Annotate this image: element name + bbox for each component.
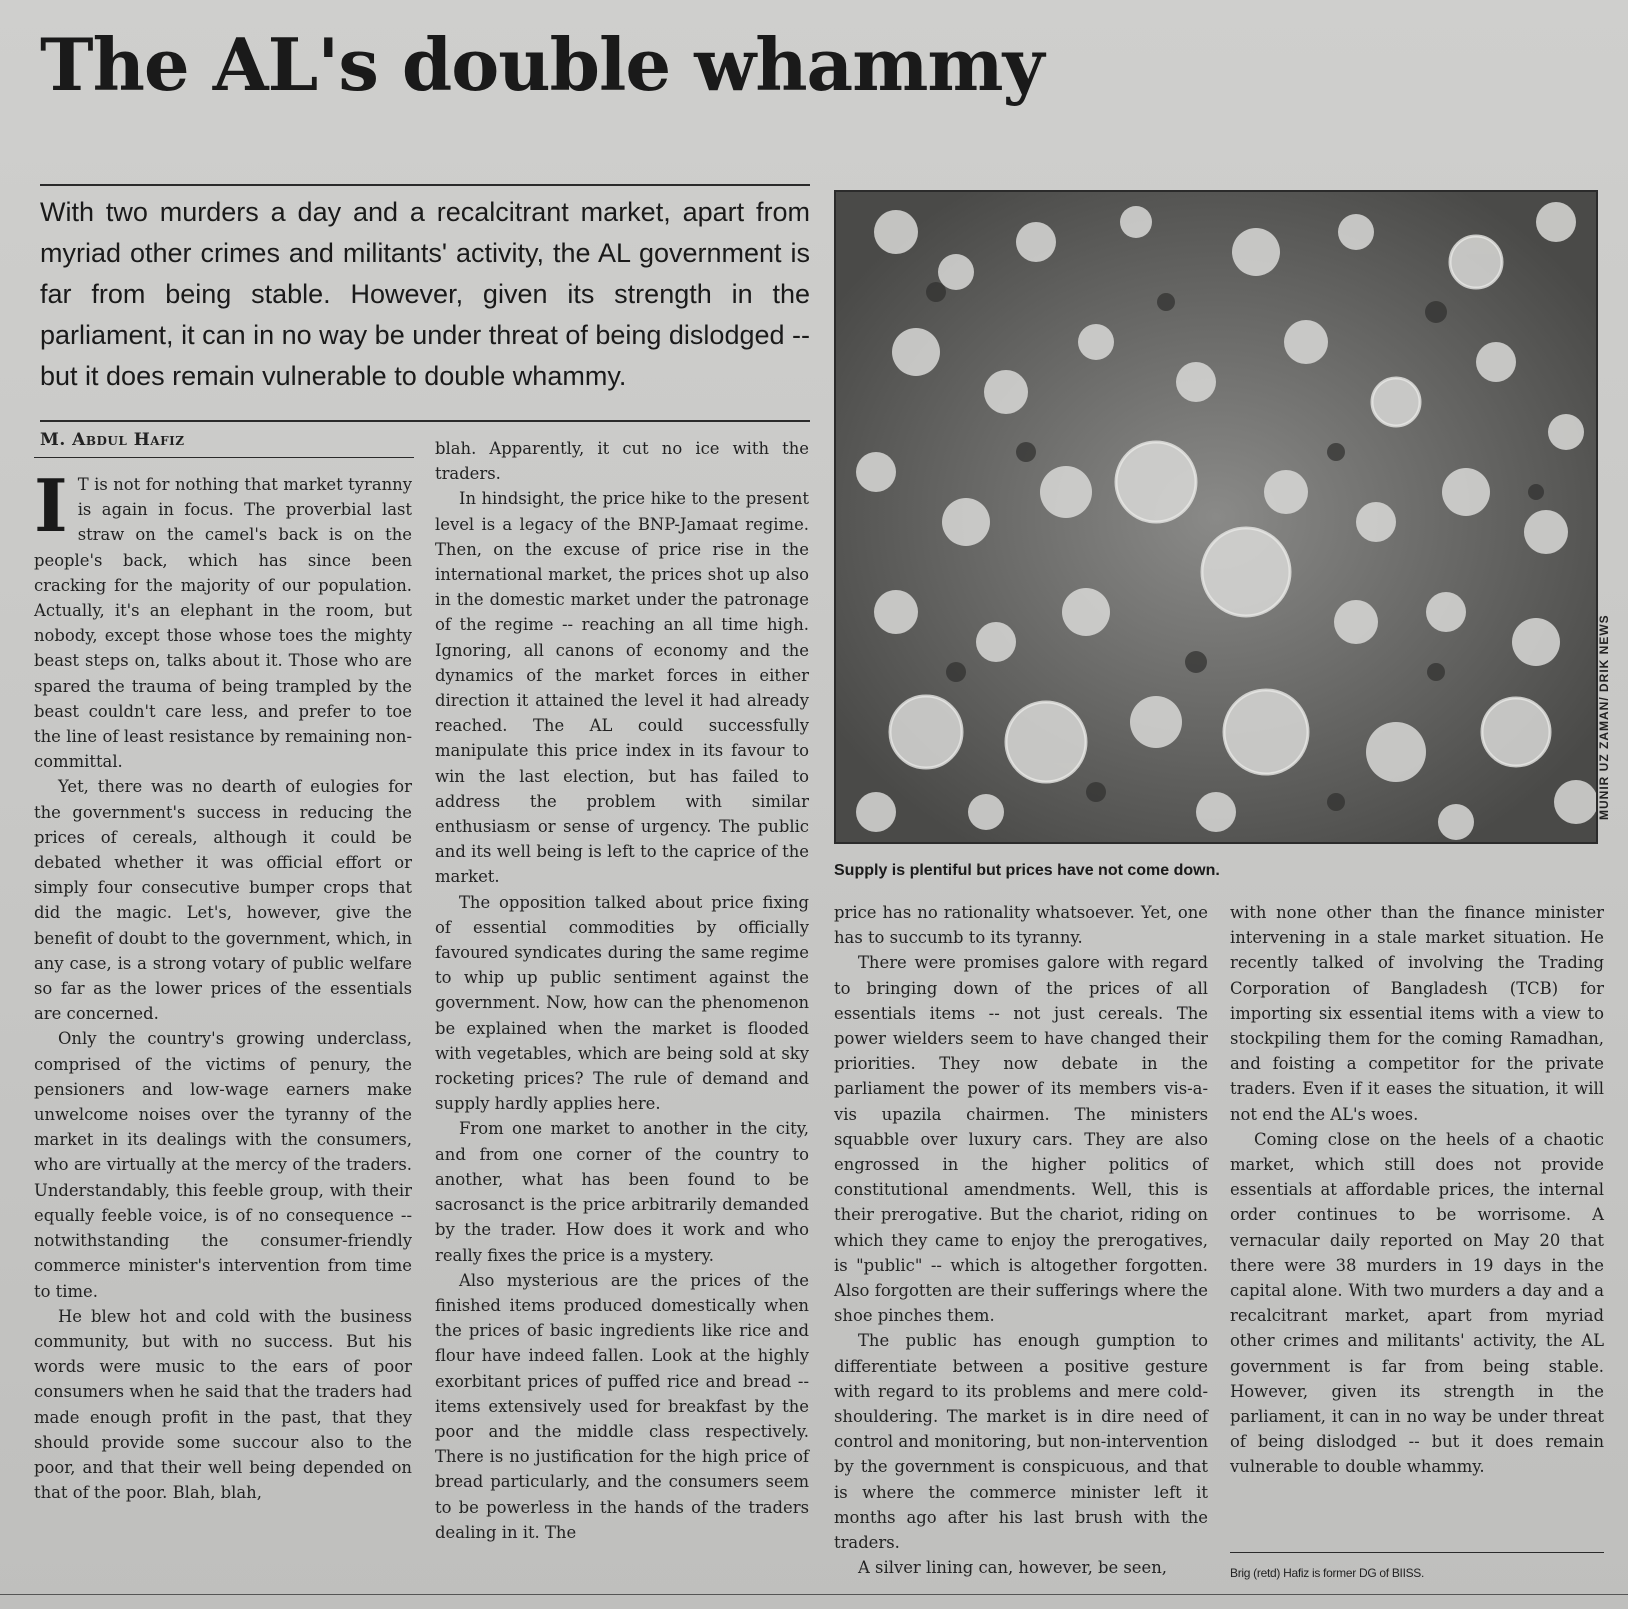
author-bio: Brig (retd) Hafiz is former DG of BIISS.: [1230, 1566, 1425, 1580]
drop-cap: I: [34, 463, 68, 548]
paragraph: Only the country's growing underclass, comprised of the victims of penury, the pensioners and low-wage earners make unwelcome noises over the tyranny of the market in its dealings with the consumers, who are virtually at the mercy of the traders. Understandably, this feeble group, with their equally feeble voice, is of no consequence -- notwithstanding the consumer-friendly commerce minister's intervention from time to time.: [34, 1029, 412, 1301]
market-photo: [834, 190, 1598, 844]
paragraph: A silver lining can, however, be seen,: [858, 1558, 1167, 1578]
article-column-2: [435, 436, 809, 1545]
deck-top-rule: [40, 184, 810, 186]
paragraph: Coming close on the heels of a chaotic market, which still does not provide essentials at affordable prices, the internal order continues to be worrisome. A vernacular daily reported on May 20 that there were 38 murders in 19 days in the capital alone. With two murders a day and a recalcitrant market, apart from myriad other crimes and militants' activity, the AL government is far from being stable. However, given its strength in the parliament, it can in no way be under threat of being dislodged -- but it does remain vulnerable to double whammy.: [1230, 1129, 1604, 1477]
paragraph: Yet, there was no dearth of eulogies for the government's success in reducing the prices of cereals, although it could be debated whether it was official effort or simply four consecutive bumper crops that did the magic. Let's, however, give the benefit of doubt to the government, which, in any case, is a strong votary of public welfare so far as the lower prices of the essentials are concerned.: [34, 777, 412, 1024]
bio-rule: [1230, 1552, 1604, 1553]
paragraph: In hindsight, the price hike to the present level is a legacy of the BNP-Jamaat regime. Then, on the excuse of price rise in the international market, the prices shot up also in the domestic market under the patronage of the regime -- reaching an all time high. Ignoring, all canons of economy and the dynamics of the market forces in either direction it attained the level it had already reached. The AL could successfully manipulate this price index in its favour to win the last election, but has failed to address the problem with similar enthusiasm or sense of urgency. The public and its well being is left to the caprice of the market.: [435, 489, 809, 887]
paragraph: price has no rationality whatsoever. Yet, one has to succumb to its tyranny.: [834, 903, 1208, 948]
paragraph: He blew hot and cold with the business community, but with no success. But his words were music to the ears of poor consumers when he said that the traders had made enough profit in the past, that they should provide some succour also to the poor, and that their well being depended on that of the poor. Blah, blah,: [34, 1306, 412, 1503]
article-column-3: [834, 900, 1208, 1580]
paragraph-text: T is not for nothing that market tyranny is again in focus. The proverbial last straw on the camel's back is on the people's back, which has since been cracking for the majority of our population. Actually, it's an elephant in the room, but nobody, except those whose toes the mighty beast steps on, talks about it. Those who are spared the trauma of being trampled by the beast couldn't care less, and prefer to toe the line of least resistance by remaining non-committal.: [34, 475, 412, 772]
market-photo-image: [836, 192, 1596, 842]
byline: M. Abdul Hafiz: [40, 430, 185, 450]
page-bottom-rule: [0, 1594, 1628, 1595]
paragraph: The opposition talked about price fixing of essential commodities by officially favoured syndicates during the same regime to whip up public sentiment against the government. Now, how can the phenomenon be explained when the market is flooded with vegetables, which are being sold at sky rocketing prices? The rule of demand and supply hardly applies here.: [435, 892, 809, 1114]
paragraph: Also mysterious are the prices of the finished items produced domestically when the prices of basic ingredients like rice and flour have indeed fallen. Look at the highly exorbitant prices of puffed rice and bread -- items extensively used for breakfast by the poor and the middle class respectively. There is no justification for the high price of bread particularly, and the consumers seem to be powerless in the hands of the traders dealing in it. The: [435, 1270, 809, 1542]
deck-standfirst: With two murders a day and a recalcitrant market, apart from myriad other crimes and militants' activity, the AL government is far from being stable. However, given its strength in the parliament, it can in no way be under threat of being dislodged -- but it does remain vulnerable to double whammy.: [40, 197, 810, 391]
paragraph: [34, 463, 412, 774]
paragraph: From one market to another in the city, and from one corner of the country to another, what has been found to be sacrosanct is the price arbitrarily demanded by the trader. How does it work and who really fixes the price is a mystery.: [435, 1119, 809, 1265]
paragraph: with none other than the finance minister intervening in a stale market situation. He recently talked of involving the Trading Corporation of Bangladesh (TCB) for importing six essential items with a view to stockpiling them for the coming Ramadhan, and foisting a competitor for the private traders. Even if it eases the situation, it will not end the AL's woes.: [1230, 903, 1604, 1124]
photo-caption: Supply is plentiful but prices have not come down.: [834, 862, 1220, 879]
paragraph: The public has enough gumption to differentiate between a positive gesture with regard to its problems and mere cold-shouldering. The market is in dire need of control and monitoring, but non-intervention by the government is conspicuous, and that is where the commerce minister left it months ago after his last brush with the traders.: [834, 1331, 1208, 1553]
byline-rule: [34, 457, 414, 458]
paragraph: blah. Apparently, it cut no ice with the traders.: [435, 439, 809, 484]
headline: The AL's double whammy: [40, 22, 1044, 107]
article-column-4: [1230, 900, 1604, 1480]
deck-bottom-rule: [40, 420, 810, 422]
paragraph: There were promises galore with regard to bringing down of the prices of all essentials items -- not just cereals. The power wielders seem to have changed their priorities. They now debate in the parliament the power of its members vis-a-vis upazila chairmen. The ministers squabble over luxury cars. They are also engrossed in the higher politics of constitutional amendments. Well, this is their prerogative. But the chariot, riding on which they came to enjoy the prerogatives, is "public" -- which is altogether forgotten. Also forgotten are their sufferings where the shoe pinches them.: [834, 953, 1208, 1326]
photo-credit: MUNIR UZ ZAMAN/ DRIK NEWS: [1597, 614, 1611, 820]
article-column-1: [34, 463, 412, 1505]
